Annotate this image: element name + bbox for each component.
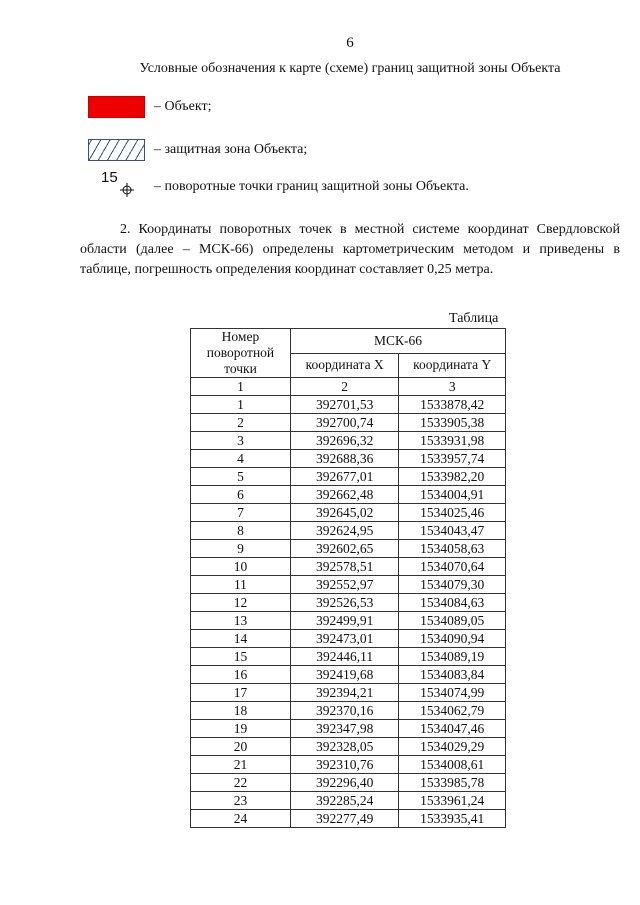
table-row xyxy=(191,612,506,630)
header-coordinate-system: МСК-66 xyxy=(290,329,505,354)
legend-text-points: – поворотные точки границ защитной зоны Объекта. xyxy=(154,179,469,194)
cell-coord-x: 392677,01 xyxy=(290,468,399,486)
cell-point-number: 4 xyxy=(191,450,291,468)
cell-coord-y: 1534090,94 xyxy=(399,630,506,648)
cell-point-number: 20 xyxy=(191,738,291,756)
cell-point-number: 22 xyxy=(191,774,291,792)
cell-coord-x: 392419,68 xyxy=(290,666,399,684)
cell-point-number: 5 xyxy=(191,468,291,486)
cell-point-number: 1 xyxy=(191,396,291,414)
cell-coord-y: 1534058,63 xyxy=(399,540,506,558)
table-row xyxy=(191,396,506,414)
table-row xyxy=(191,468,506,486)
red-fill-swatch-icon xyxy=(88,96,145,118)
cell-point-number: 13 xyxy=(191,612,291,630)
cell-point-number: 24 xyxy=(191,810,291,828)
table-row xyxy=(191,450,506,468)
cell-coord-x: 392688,36 xyxy=(290,450,399,468)
cell-coord-x: 392602,65 xyxy=(290,540,399,558)
cell-coord-x: 392526,53 xyxy=(290,594,399,612)
table-row xyxy=(191,540,506,558)
table-caption: Таблица xyxy=(449,311,499,326)
point-sample xyxy=(88,169,145,201)
cell-coord-y: 1533935,41 xyxy=(399,810,506,828)
cell-coord-x: 392296,40 xyxy=(290,774,399,792)
table-row xyxy=(191,738,506,756)
cell-point-number: 3 xyxy=(191,432,291,450)
cell-coord-y: 1534089,19 xyxy=(399,648,506,666)
cell-coord-x: 392578,51 xyxy=(290,558,399,576)
legend-item-object xyxy=(88,96,211,118)
table-row xyxy=(191,522,506,540)
cell-coord-x: 392552,97 xyxy=(290,576,399,594)
table-row xyxy=(191,666,506,684)
cell-point-number: 2 xyxy=(191,414,291,432)
cell-coord-x: 392310,76 xyxy=(290,756,399,774)
cell-coord-y: 1533982,20 xyxy=(399,468,506,486)
cell-coord-y: 1533878,42 xyxy=(399,396,506,414)
table-row xyxy=(191,684,506,702)
header-coord-x: координата X xyxy=(290,353,399,378)
cell-coord-x: 392446,11 xyxy=(290,648,399,666)
cell-coord-x: 392473,01 xyxy=(290,630,399,648)
cell-point-number: 21 xyxy=(191,756,291,774)
cell-coord-y: 1534062,79 xyxy=(399,702,506,720)
cell-coord-x: 392285,24 xyxy=(290,792,399,810)
cell-coord-x: 392328,05 xyxy=(290,738,399,756)
cell-point-number: 14 xyxy=(191,630,291,648)
cell-coord-x: 392394,21 xyxy=(290,684,399,702)
cell-coord-y: 1534025,46 xyxy=(399,504,506,522)
column-index: 3 xyxy=(399,378,506,396)
cell-coord-y: 1533961,24 xyxy=(399,792,506,810)
crosshair-point-icon xyxy=(120,183,134,197)
coordinates-table xyxy=(190,328,506,828)
cell-coord-y: 1534074,99 xyxy=(399,684,506,702)
table-row xyxy=(191,432,506,450)
table-row xyxy=(191,720,506,738)
cell-point-number: 9 xyxy=(191,540,291,558)
cell-point-number: 6 xyxy=(191,486,291,504)
cell-coord-x: 392624,95 xyxy=(290,522,399,540)
cell-coord-y: 1533957,74 xyxy=(399,450,506,468)
cell-coord-x: 392696,32 xyxy=(290,432,399,450)
table-header-row xyxy=(191,329,506,354)
coordinates-paragraph: 2. Координаты поворотных точек в местной системе координат Свердловской области (далее – МСК-66) определены картометрическим методом и приведены в таблице, погрешность определения координат составляет 0,25 метра. xyxy=(80,222,620,277)
cell-coord-x: 392370,16 xyxy=(290,702,399,720)
point-number-label: 15 xyxy=(101,169,118,186)
cell-coord-y: 1534008,61 xyxy=(399,756,506,774)
table-row xyxy=(191,756,506,774)
cell-point-number: 23 xyxy=(191,792,291,810)
cell-coord-y: 1534029,29 xyxy=(399,738,506,756)
cell-coord-y: 1533905,38 xyxy=(399,414,506,432)
table-row xyxy=(191,486,506,504)
legend-item-zone xyxy=(88,139,307,161)
cell-coord-y: 1534004,91 xyxy=(399,486,506,504)
cell-point-number: 8 xyxy=(191,522,291,540)
cell-coord-y: 1533985,78 xyxy=(399,774,506,792)
cell-coord-y: 1534089,05 xyxy=(399,612,506,630)
cell-coord-y: 1534079,30 xyxy=(399,576,506,594)
cell-coord-x: 392700,74 xyxy=(290,414,399,432)
cell-coord-y: 1534070,64 xyxy=(399,558,506,576)
table-row xyxy=(191,792,506,810)
cell-point-number: 12 xyxy=(191,594,291,612)
cell-coord-x: 392662,48 xyxy=(290,486,399,504)
table-row xyxy=(191,414,506,432)
table-row xyxy=(191,594,506,612)
cell-coord-y: 1534084,63 xyxy=(399,594,506,612)
cell-point-number: 10 xyxy=(191,558,291,576)
cell-coord-y: 1533931,98 xyxy=(399,432,506,450)
table-row xyxy=(191,648,506,666)
cell-point-number: 19 xyxy=(191,720,291,738)
cell-point-number: 15 xyxy=(191,648,291,666)
header-coord-y: координата Y xyxy=(399,353,506,378)
cell-coord-y: 1534043,47 xyxy=(399,522,506,540)
cell-point-number: 16 xyxy=(191,666,291,684)
cell-coord-y: 1534047,46 xyxy=(399,720,506,738)
table-row xyxy=(191,558,506,576)
cell-coord-x: 392347,98 xyxy=(290,720,399,738)
column-index: 2 xyxy=(290,378,399,396)
cell-coord-x: 392277,49 xyxy=(290,810,399,828)
legend-text-zone: – защитная зона Объекта; xyxy=(154,142,308,157)
header-point-number: Номер поворотной точки xyxy=(191,329,291,378)
table-row xyxy=(191,504,506,522)
cell-coord-x: 392645,02 xyxy=(290,504,399,522)
table-row xyxy=(191,810,506,828)
cell-coord-x: 392499,91 xyxy=(290,612,399,630)
column-index-row xyxy=(191,378,506,396)
cell-point-number: 11 xyxy=(191,576,291,594)
cell-point-number: 18 xyxy=(191,702,291,720)
table-row xyxy=(191,630,506,648)
table-row xyxy=(191,576,506,594)
table-row xyxy=(191,774,506,792)
column-index: 1 xyxy=(191,378,291,396)
page-number: 6 xyxy=(346,35,354,51)
legend-text-object: – Объект; xyxy=(154,99,212,114)
legend-item-points xyxy=(88,169,469,201)
cell-point-number: 17 xyxy=(191,684,291,702)
table-row xyxy=(191,702,506,720)
cell-coord-x: 392701,53 xyxy=(290,396,399,414)
legend-title: Условные обозначения к карте (схеме) границ защитной зоны Объекта xyxy=(139,61,561,76)
hatched-swatch-icon xyxy=(88,139,145,161)
cell-coord-y: 1534083,84 xyxy=(399,666,506,684)
cell-point-number: 7 xyxy=(191,504,291,522)
